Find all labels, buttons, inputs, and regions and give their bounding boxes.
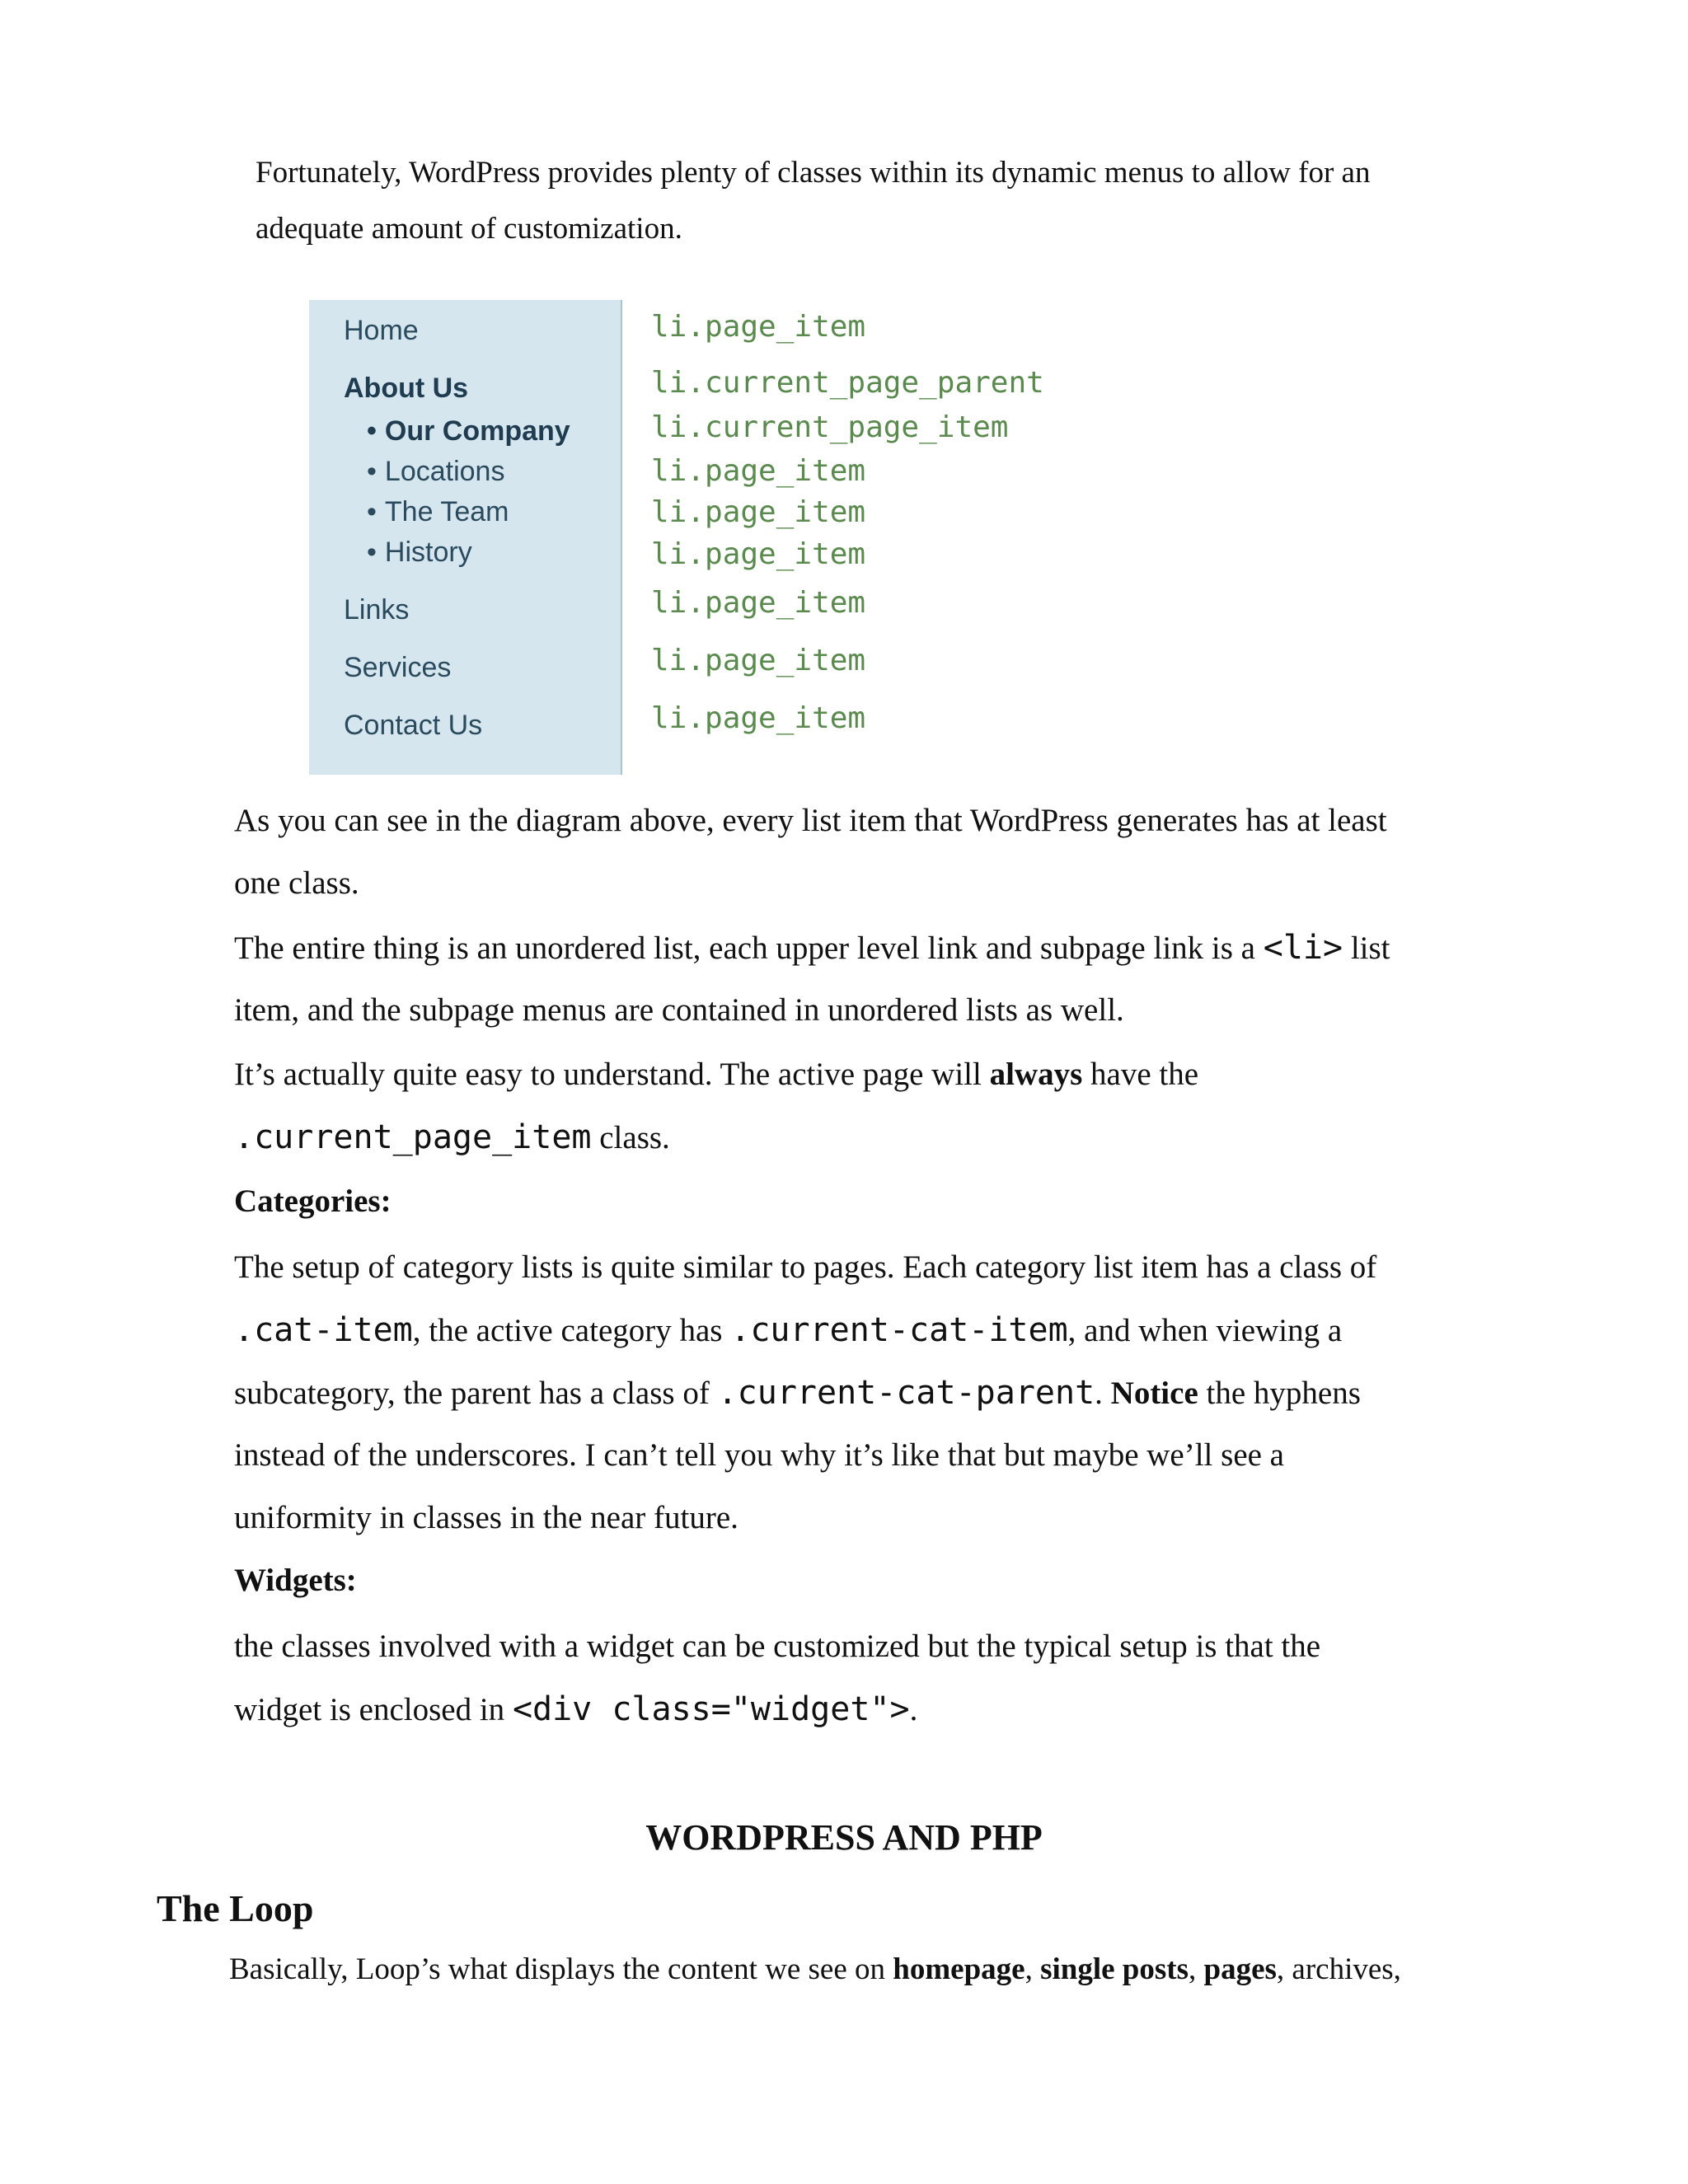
intro-line-1: Fortunately, WordPress provides plenty of classes within its dynamic menus to allow for an [256, 156, 1371, 190]
para2-line-1 [234, 916, 1390, 980]
para3-line-2 [234, 1106, 670, 1169]
class-label-about: li.current_page_parent [651, 366, 1044, 400]
widgets-line-1: the classes involved with a widget can be customized but the typical setup is that the [234, 1629, 1321, 1664]
text: subcategory, the parent has a class of [234, 1376, 718, 1411]
menu-item-contact: Contact Us [344, 710, 483, 741]
bold-notice: Notice [1110, 1376, 1198, 1411]
bold-heading: Widgets: [234, 1563, 357, 1598]
menu-item-team [367, 496, 509, 528]
bold-heading: Categories: [234, 1183, 392, 1219]
text: the hyphens [1198, 1376, 1361, 1411]
text: , the active category has [412, 1313, 731, 1348]
widgets-line-2 [234, 1678, 917, 1741]
menu-item-label: History [384, 537, 472, 568]
intro-line-2: adequate amount of customization. [256, 212, 682, 246]
text: class. [591, 1120, 670, 1155]
code-cat-item: .cat-item [234, 1311, 413, 1349]
bold-single-posts: single posts [1040, 1952, 1189, 1986]
menu-item-links: Links [344, 594, 410, 626]
menu-item-services: Services [344, 652, 452, 683]
text: , and when viewing a [1067, 1313, 1343, 1348]
text: The entire thing is an unordered list, each upper level link and subpage link is a [234, 930, 1264, 966]
menu-item-home: Home [344, 315, 419, 346]
menu-class-diagram [309, 300, 1044, 775]
menu-item-history [367, 537, 472, 569]
categories-line-2 [234, 1299, 1342, 1362]
para1-line-1: As you can see in the diagram above, every list item that WordPress generates has at least [234, 803, 1387, 838]
para2-line-2: item, and the subpage menus are contained in unordered lists as well. [234, 992, 1124, 1028]
menu-item-label: Our Company [384, 415, 570, 447]
menu-item-our-company [367, 415, 570, 448]
class-label-home: li.page_item [651, 310, 866, 344]
code-current-cat-parent: .current-cat-parent [717, 1374, 1095, 1412]
class-label-contact: li.page_item [651, 701, 866, 735]
code-li: <li> [1263, 929, 1343, 967]
categories-line-3 [234, 1361, 1361, 1425]
categories-heading [234, 1170, 392, 1233]
text: , [1189, 1952, 1204, 1986]
bold-pages: pages [1203, 1952, 1277, 1986]
bold-always: always [989, 1057, 1083, 1092]
section-title: WORDPRESS AND PHP [645, 1817, 1043, 1858]
code-current-page-item: .current_page_item [234, 1118, 592, 1156]
categories-line-1: The setup of category lists is quite similar to pages. Each category list item has a class of [234, 1249, 1377, 1285]
text: widget is enclosed in [234, 1692, 513, 1727]
bullet: • [367, 537, 377, 568]
text: . [909, 1692, 918, 1727]
categories-line-5: uniformity in classes in the near future. [234, 1500, 738, 1535]
code-current-cat-item: .current-cat-item [730, 1311, 1068, 1349]
class-label-links: li.page_item [651, 586, 866, 620]
para1-line-2: one class. [234, 865, 359, 901]
class-label-services: li.page_item [651, 644, 866, 677]
menu-item-locations [367, 456, 504, 488]
bullet: • [367, 496, 377, 527]
class-label-team: li.page_item [651, 495, 866, 529]
class-label-our-company: li.current_page_item [651, 410, 1009, 444]
menu-item-about: About Us [344, 373, 469, 404]
bullet: • [367, 456, 377, 487]
para3-line-1 [234, 1043, 1198, 1106]
menu-item-label: Locations [384, 456, 505, 487]
categories-line-4: instead of the underscores. I can’t tell you why it’s like that but maybe we’ll see a [234, 1437, 1284, 1473]
text: Basically, Loop’s what displays the content we see on [229, 1952, 893, 1986]
text: . [1095, 1376, 1111, 1411]
text: have the [1082, 1057, 1199, 1092]
text: , [1025, 1952, 1041, 1986]
text: , archives, [1276, 1952, 1401, 1986]
class-label-history: li.page_item [651, 537, 866, 571]
widgets-heading [234, 1549, 357, 1612]
code-div-widget: <div class="widget"> [512, 1690, 910, 1728]
bullet: • [367, 415, 377, 447]
loop-heading: The Loop [157, 1887, 314, 1929]
loop-line-1 [229, 1942, 1401, 1998]
bold-homepage: homepage [893, 1952, 1025, 1986]
text: list [1343, 930, 1390, 966]
class-label-locations: li.page_item [651, 454, 866, 488]
menu-item-label: The Team [384, 496, 509, 527]
text: It’s actually quite easy to understand. The active page will [234, 1057, 990, 1092]
